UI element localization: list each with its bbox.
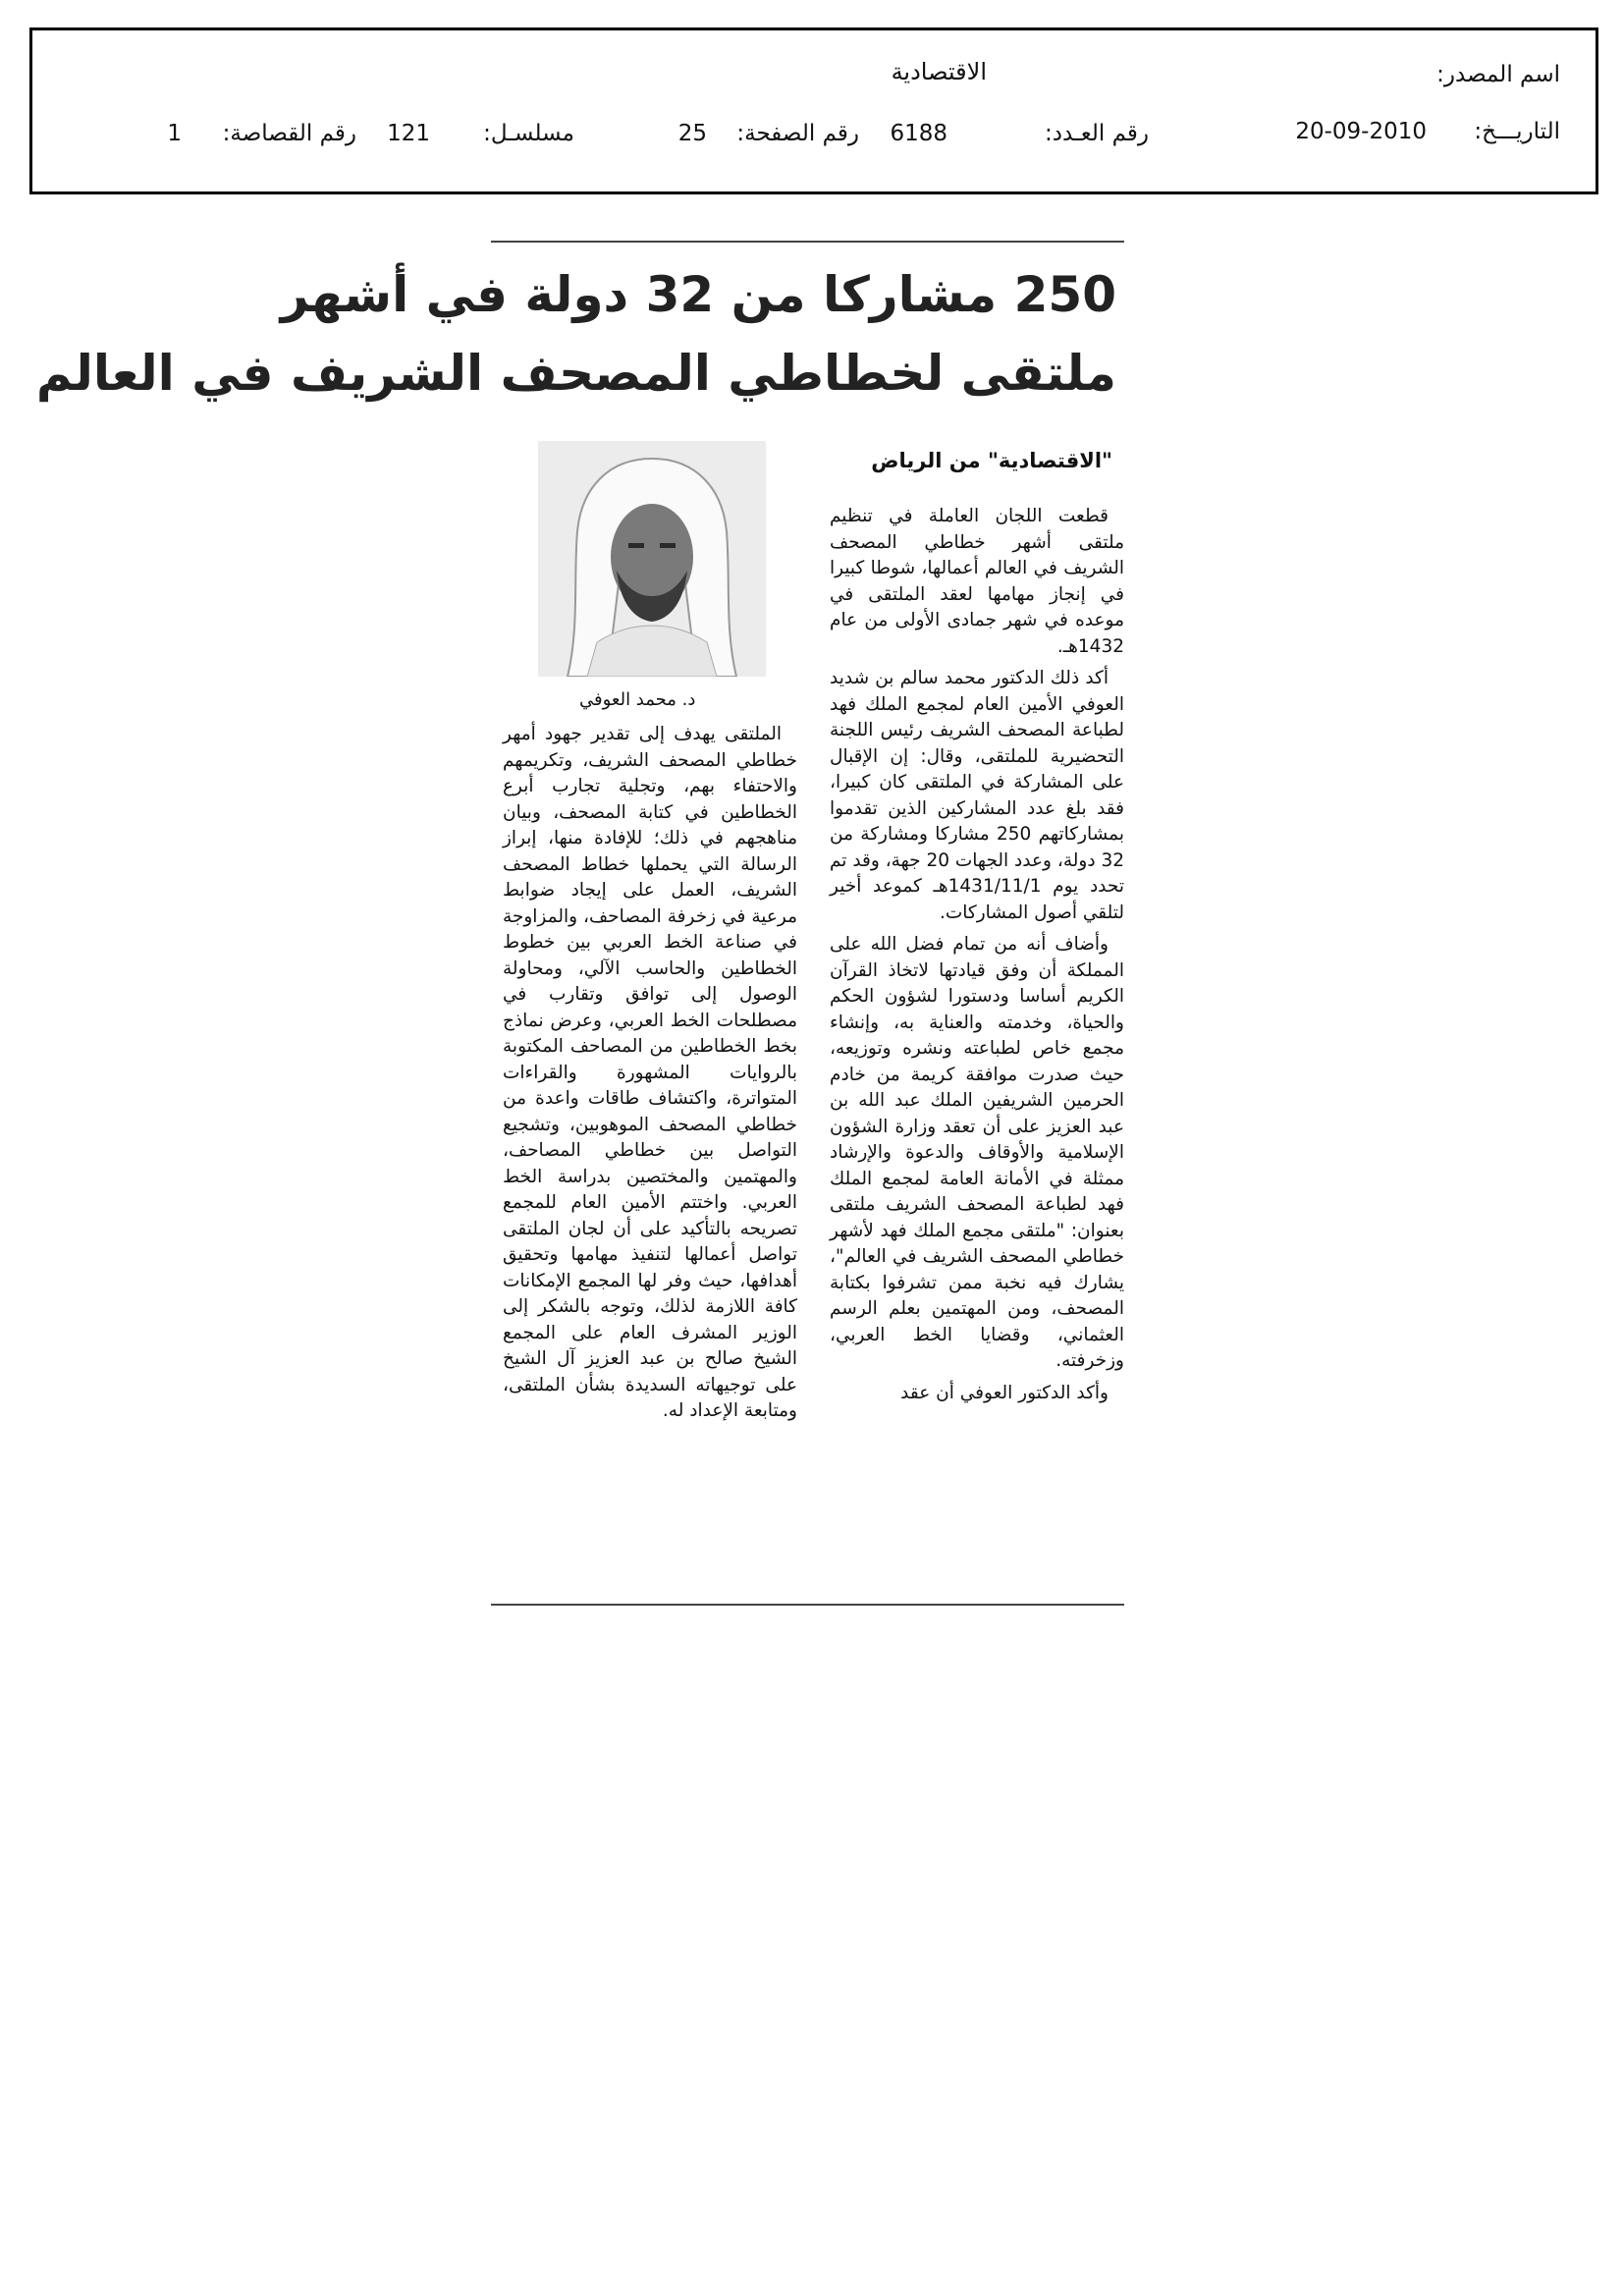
photo-caption: د. محمد العوفي	[579, 689, 696, 710]
clip-number-label: رقم القصاصة:	[222, 121, 356, 146]
paragraph: أكد ذلك الدكتور محمد سالم بن شديد العوفي الأمين العام لمجمع الملك فهد لطباعة المصحف الشريف رئيس اللجنة التحضيرية للملتقى، وقال: إن الإقبال على المشاركة في الملتقى كان كبيرا، فقد بلغ عدد المشاركين الذين تقدموا بمشاركاتهم 250 مشاركا ومشاركة من 32 دولة، وعدد الجهات 20 جهة، وقد تم تحدد يوم 1431/11/1هـ كموعد أخير لتلقي أصول المشاركات.	[830, 668, 1124, 923]
portrait-photo	[538, 441, 766, 677]
page-number-label: رقم الصفحة:	[736, 121, 859, 146]
byline: "الاقتصادية" من الرياض	[871, 449, 1112, 472]
article-column-left	[503, 722, 797, 1586]
paragraph: الملتقى يهدف إلى تقدير جهود أمهر خطاطي المصحف الشريف، وتكريمهم والاحتفاء بهم، وتجلية تجارب أبرع الخطاطين في كتابة المصحف، وبيان مناهجهم في ذلك؛ للإفادة منها، إبراز الرسالة التي يحملها خطاط المصحف الشريف، العمل على إيجاد ضوابط مرعية في زخرفة المصاحف، والمزاوجة في صناعة الخط العربي بين خطوط الخطاطين والحاسب الآلي، ومحاولة الوصول إلى توافق وتقارب في مصطلحات الخط العربي، وعرض نماذج بخط الخطاطين من المصاحف المكتوبة بالروايات المشهورة والقراءات المتواترة، واكتشاف طاقات واعدة من خطاطي المصحف الموهوبين، وتشجيع التواصل بين خطاطي المصاحف، والمهتمين والمختصين بدراسة الخط العربي. واختتم الأمين العام للمجمع تصريحه بالتأكيد على أن لجان الملتقى تواصل أعمالها لتنفيذ مهامها وتحقيق أهدافها، حيث وفر لها المجمع الإمكانات كافة اللازمة لذلك، وتوجه بالشكر إلى الوزير المشرف العام على المجمع الشيخ صالح بن عبد العزيز آل الشيخ على توجيهاته السديدة بشأن الملتقى، ومتابعة الإعداد له.	[503, 724, 797, 1421]
date-label: التاريـــخ:	[1474, 119, 1560, 144]
issue-label: رقم العـدد:	[1044, 121, 1149, 146]
paragraph: وأكد الدكتور العوفي أن عقد	[900, 1382, 1109, 1403]
page-number-value: 25	[677, 121, 707, 146]
top-rule	[491, 241, 1124, 243]
newspaper-clipping	[35, 241, 1124, 1615]
article-column-right	[830, 504, 1124, 1594]
issue-value: 6188	[890, 121, 947, 146]
serial-label: مسلسـل:	[483, 121, 574, 146]
clipping-header-box	[29, 27, 1598, 194]
clip-number-value: 1	[167, 121, 182, 146]
bottom-rule	[491, 1604, 1124, 1606]
source-label: اسم المصدر:	[1436, 62, 1560, 87]
serial-value: 121	[387, 121, 430, 146]
paragraph: وأضاف أنه من تمام فضل الله على المملكة أن وفق قيادتها لاتخاذ القرآن الكريم أساسا ودستورا لشؤون الحكم والحياة، وخدمته والعناية به، وإنشاء مجمع خاص لطباعته ونشره وتوزيعه، حيث صدرت موافقة كريمة من خادم الحرمين الشريفين الملك عبد الله بن عبد العزيز على أن تعقد وزارة الشؤون الإسلامية والأوقاف والدعوة والإرشاد ممثلة في الأمانة العامة لمجمع الملك فهد لطباعة المصحف الشريف ملتقى بعنوان: "ملتقى مجمع الملك فهد لأشهر خطاطي المصحف الشريف في العالم"، يشارك فيه نخبة ممن تشرفوا بكتابة المصحف، ومن المهتمين بعلم الرسم العثماني، وقضايا الخط العربي، وزخرفته.	[830, 934, 1124, 1371]
date-value: 20-09-2010	[1295, 119, 1427, 144]
headline-line-2: ملتقى لخطاطي المصحف الشريف في العالم	[35, 345, 1116, 402]
headline-line-1: 250 مشاركا من 32 دولة في أشهر	[280, 266, 1116, 323]
source-value: الاقتصادية	[891, 58, 987, 85]
paragraph: قطعت اللجان العاملة في تنظيم ملتقى أشهر خطاطي المصحف الشريف في العالم أعمالها، شوطا كبيرا في إنجاز مهامها لعقد الملتقى في موعده في شهر جمادى الأولى من عام 1432هـ.	[830, 506, 1124, 657]
